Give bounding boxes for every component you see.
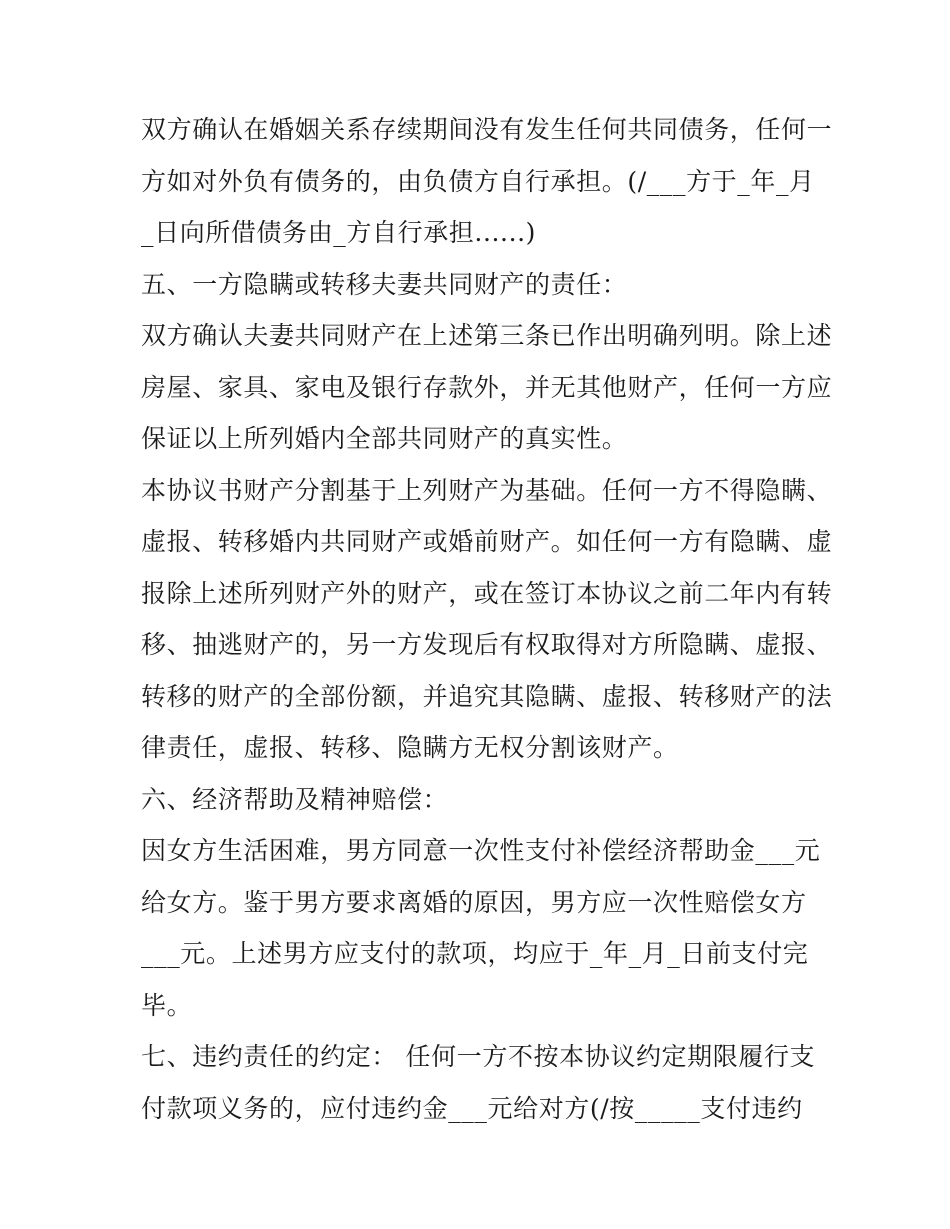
section-heading: 五、一方隐瞒或转移夫妻共同财产的责任： [141, 269, 628, 299]
text-line: 毕。 [141, 990, 193, 1020]
text-line: 移、抽逃财产的，另一方发现后有权取得对方所隐瞒、虚报、 [141, 630, 833, 659]
text-line: 保证以上所列婚内全部共同财产的真实性。 [141, 424, 628, 453]
text-line: ___元。上述男方应支付的款项，均应于_年_月_日前支付完 [141, 939, 809, 968]
text-line: 因女方生活困难，男方同意一次性支付补偿经济帮助金___元 [141, 836, 821, 865]
text-line: 双方确认夫妻共同财产在上述第三条已作出明确列明。除上述 [141, 321, 833, 350]
document-body [141, 110, 833, 1140]
text-line: 律责任，虚报、转移、隐瞒方无权分割该财产。 [141, 733, 679, 762]
text-line: _日向所借债务由_方自行承担......) [141, 218, 537, 247]
text-line: 本协议书财产分割基于上列财产为基础。任何一方不得隐瞒、 [141, 475, 833, 505]
text-line: 付款项义务的，应付违约金___元给对方(/按_____支付违约 [141, 1093, 803, 1123]
section-heading: 七、违约责任的约定： 任何一方不按本协议约定期限履行支 [141, 1042, 816, 1071]
text-line: 虚报、转移婚内共同财产或婚前财产。如任何一方有隐瞒、虚 [141, 527, 833, 556]
text-line: 双方确认在婚姻关系存续期间没有发生任何共同债务，任何一 [141, 115, 833, 144]
text-line: 方如对外负有债务的，由负债方自行承担。(/___方于_年_月 [141, 166, 815, 196]
text-line: 报除上述所列财产外的财产，或在签订本协议之前二年内有转 [141, 578, 833, 608]
text-line: 给女方。鉴于男方要求离婚的原因，男方应一次性赔偿女方 [141, 887, 807, 917]
section-heading: 六、经济帮助及精神赔偿： [141, 784, 449, 814]
text-line: 转移的财产的全部份额，并追究其隐瞒、虚报、转移财产的法 [141, 681, 833, 711]
text-line: 房屋、家具、家电及银行存款外，并无其他财产，任何一方应 [141, 372, 833, 402]
